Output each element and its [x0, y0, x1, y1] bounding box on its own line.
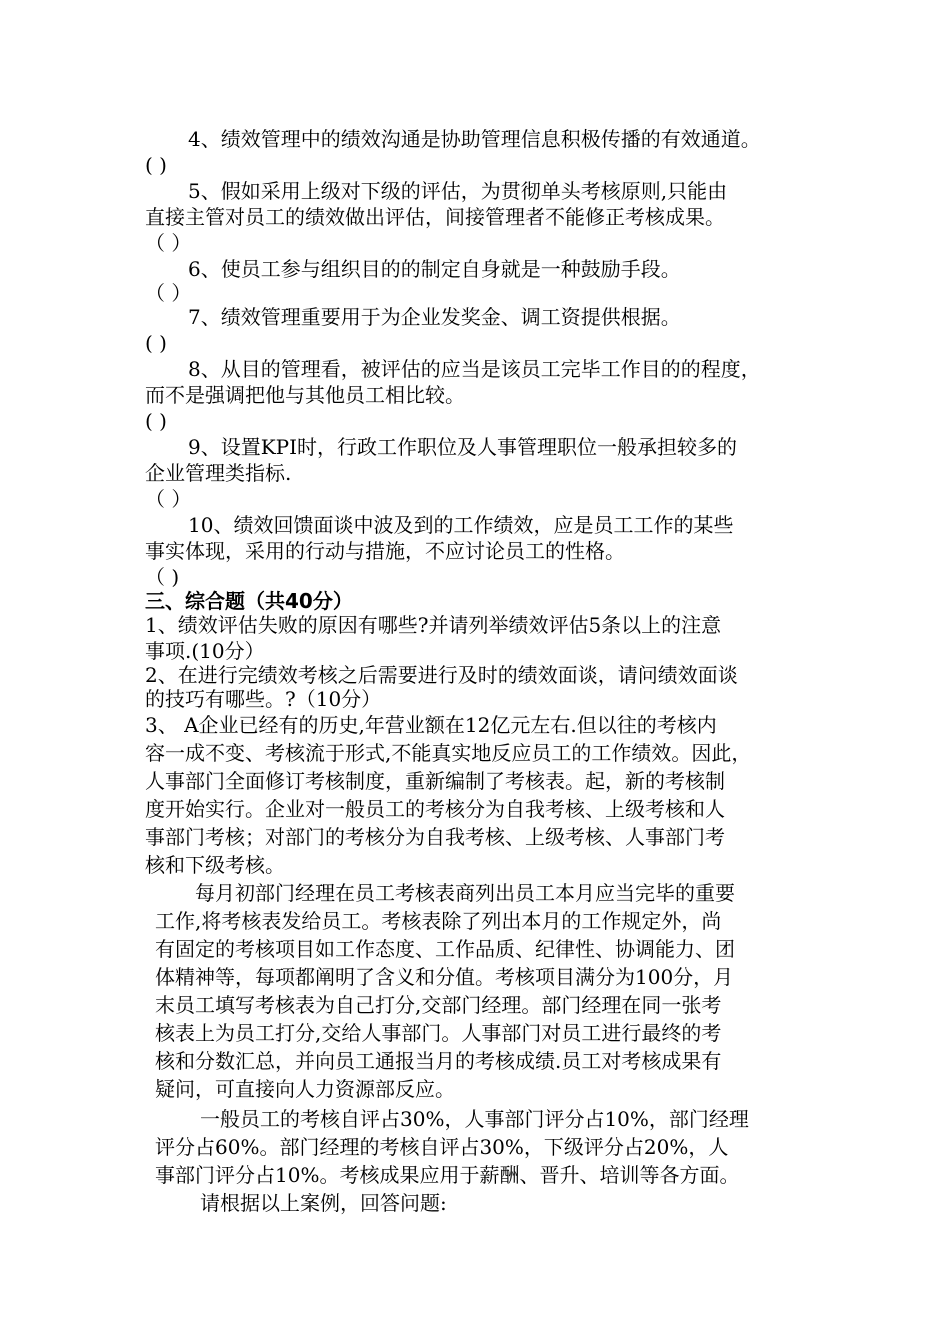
- answer-blank-7: ( ): [145, 331, 167, 355]
- case-paragraph-line-2: 容一成不变、考核流于形式,不能真实地反应员工的工作绩效。因此，: [145, 741, 752, 765]
- case-paragraph-2-line-2: 工作,将考核表发给员工。考核表除了列出本月的工作规定外，尚: [155, 909, 722, 933]
- essay-1-line-1: 1、绩效评估失败的原因有哪些?并请列举绩效评估5条以上的注意: [145, 613, 722, 637]
- case-paragraph-line-4: 度开始实行。企业对一般员工的考核分为自我考核、上级考核和人: [145, 797, 725, 821]
- question-4: 4、绩效管理中的绩效沟通是协助管理信息积极传播的有效通道。: [188, 127, 761, 151]
- case-paragraph-line-5: 事部门考核；对部门的考核分为自我考核、上级考核、人事部门考: [145, 825, 725, 849]
- essay-2-line-1: 2、在进行完绩效考核之后需要进行及时的绩效面谈，请问绩效面谈: [145, 663, 738, 687]
- case-paragraph-2-line-4: 体精神等，每项都阐明了含义和分值。考核项目满分为100分，月: [155, 965, 734, 989]
- case-paragraph-2-line-6: 核表上为员工打分,交给人事部门。人事部门对员工进行最终的考: [155, 1021, 722, 1045]
- case-paragraph-2-line-8: 疑问，可直接向人力资源部反应。: [155, 1077, 455, 1101]
- answer-blank-5: （ ）: [145, 231, 192, 255]
- section-heading: 三、综合题（共40分）: [145, 589, 353, 613]
- case-paragraph-2-line-5: 末员工填写考核表为自己打分,交部门经理。部门经理在同一张考: [155, 993, 722, 1017]
- essay-2-line-2: 的技巧有哪些。?（10分）: [145, 687, 382, 711]
- answer-blank-4: ( ): [145, 153, 167, 177]
- case-paragraph-2-line-3: 有固定的考核项目如工作态度、工作品质、纪律性、协调能力、团: [155, 937, 735, 961]
- case-paragraph-line-6: 核和下级考核。: [145, 853, 285, 877]
- question-6: 6、使员工参与组织目的的制定自身就是一种鼓励手段。: [188, 257, 681, 281]
- answer-blank-9: （ ）: [145, 487, 192, 511]
- essay-1-line-2: 事项.(10分）: [145, 639, 265, 663]
- case-paragraph-line-1: 3、 A企业已经有的历史,年营业额在12亿元左右.但以往的考核内: [145, 713, 717, 737]
- case-paragraph-3-line-1: 一般员工的考核自评占30%，人事部门评分占10%，部门经理: [200, 1107, 749, 1131]
- question-5-line-2: 直接主管对员工的绩效做出评估，间接管理者不能修正考核成果。: [145, 205, 725, 229]
- question-5-line-1: 5、假如采用上级对下级的评估，为贯彻单头考核原则,只能由: [188, 179, 728, 203]
- case-question-prompt: 请根据以上案例，回答问题:: [200, 1191, 447, 1215]
- question-8-line-2: 而不是强调把他与其他员工相比较。: [145, 383, 465, 407]
- answer-blank-6: （ ）: [145, 281, 192, 305]
- question-8-line-1: 8、从目的管理看，被评估的应当是该员工完毕工作目的的程度，: [188, 357, 761, 381]
- question-7: 7、绩效管理重要用于为企业发奖金、调工资提供根据。: [188, 305, 681, 329]
- question-10-line-2: 事实体现，采用的行动与措施，不应讨论员工的性格。: [145, 539, 625, 563]
- case-paragraph-3-line-2: 评分占60%。部门经理的考核自评占30%，下级评分占20%，人: [155, 1135, 729, 1159]
- answer-blank-8: ( ): [145, 409, 167, 433]
- case-paragraph-line-3: 人事部门全面修订考核制度，重新编制了考核表。起，新的考核制: [145, 769, 725, 793]
- question-10-line-1: 10、绩效回馈面谈中波及到的工作绩效，应是员工工作的某些: [188, 513, 734, 537]
- answer-blank-10: （ ): [145, 565, 180, 589]
- question-9-line-2: 企业管理类指标.: [145, 461, 292, 485]
- question-9-line-1: 9、设置KPI时，行政工作职位及人事管理职位一般承担较多的: [188, 435, 738, 459]
- case-paragraph-2-line-1: 每月初部门经理在员工考核表商列出员工本月应当完毕的重要: [195, 881, 735, 905]
- case-paragraph-3-line-3: 事部门评分占10%。考核成果应用于薪酬、晋升、培训等各方面。: [155, 1163, 740, 1187]
- case-paragraph-2-line-7: 核和分数汇总，并向员工通报当月的考核成绩.员工对考核成果有: [155, 1049, 722, 1073]
